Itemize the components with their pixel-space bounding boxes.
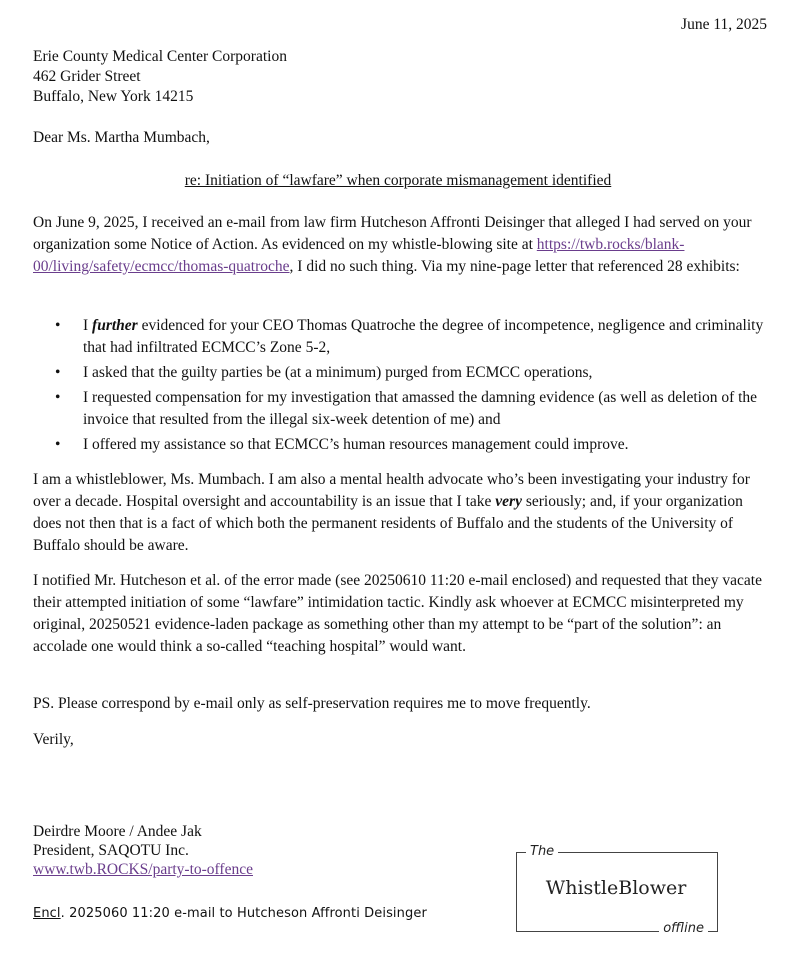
list-item: [33, 362, 773, 384]
list-item: [33, 315, 773, 359]
whistleblower-logo: [510, 843, 722, 939]
list-item: [33, 434, 773, 456]
bullet-icon: •: [55, 389, 61, 406]
bullet-text: I offered my assistance so that ECMCC’s human resources management could improve.: [83, 436, 629, 453]
bullet-text: I asked that the guilty parties be (at a minimum) purged from ECMCC operations,: [83, 364, 593, 381]
bullet-text: evidenced for your CEO Thomas Quatroche the degree of incompetence, negligence and criminality that had infiltrated ECMCC’s Zone 5-2,: [83, 317, 764, 356]
paragraph-1-text-a: On June 9, 2025, I received an e-mail from law firm Hutcheson Affronti Deisinger that alleged I had served on your organization some Notice of Action. As evidenced on my whistle-blowing site at: [33, 214, 752, 253]
signer-title: President, SAQOTU Inc.: [33, 842, 189, 859]
bullet-text: I requested compensation for my investigation that amassed the damning evidence (as well as deletion of the invoice that resulted from the illegal six-week detention of me) and: [83, 389, 758, 428]
letter-date: June 11, 2025: [681, 16, 767, 33]
bullet-icon: •: [55, 364, 61, 381]
postscript: PS. Please correspond by e-mail only as self-preservation requires me to move frequently.: [33, 695, 591, 712]
recipient-address: [33, 47, 287, 107]
recipient-line-1: Erie County Medical Center Corporation: [33, 48, 287, 65]
enclosure-label: Encl: [33, 906, 61, 921]
list-item: [33, 387, 773, 431]
paragraph-2: [33, 469, 773, 557]
salutation: Dear Ms. Martha Mumbach,: [33, 129, 210, 146]
paragraph-1: [33, 212, 773, 278]
signature-block: [33, 822, 253, 879]
re-line: [0, 170, 800, 192]
bullet-icon: •: [55, 317, 61, 334]
paragraph-3: I notified Mr. Hutcheson et al. of the error made (see 20250610 11:20 e-mail enclosed) and requested that they vacate their attempted initiation of some “lawfare” intimidation tactic. Kindly ask whoever at ECMCC misinterpreted my original, 20250521 evidence-laden package as something other than my attempt to be “part of the solution”: an accolade one would think a so-called “teaching hospital” would want.: [33, 572, 762, 655]
bullet-icon: •: [55, 436, 61, 453]
recipient-line-2: 462 Grider Street: [33, 68, 141, 85]
re-line-text: re: Initiation of “lawfare” when corporate mismanagement identified: [184, 172, 612, 189]
bullet-emphasis: further: [92, 317, 138, 334]
paragraph-1-text-b: , I did no such thing. Via my nine-page letter that referenced 28 exhibits:: [289, 258, 740, 275]
party-to-offence-link[interactable]: www.twb.ROCKS/party-to-offence: [33, 861, 253, 878]
closing: Verily,: [33, 731, 74, 748]
logo-title-text: WhistleBlower: [545, 877, 687, 899]
enclosure-text: . 2025060 11:20 e-mail to Hutcheson Affronti Deisinger: [60, 906, 427, 921]
recipient-line-3: Buffalo, New York 14215: [33, 88, 194, 105]
signer-name: Deirdre Moore / Andee Jak: [33, 823, 202, 840]
logo-the-text: The: [526, 843, 558, 861]
enclosure-note: [33, 903, 427, 925]
exhibits-list: [33, 315, 773, 459]
paragraph-2-text-a: I am a whistleblower, Ms. Mumbach. I am also a mental health advocate who’s been investigating your industry for over a decade. Hospital oversight and accountability is an issue that I take: [33, 471, 750, 510]
bullet-prefix: I: [83, 317, 93, 334]
logo-offline-text: offline: [659, 920, 708, 938]
paragraph-2-text-b: seriously; and, if your organization does not then that is a fact of which both the permanent residents of Buffalo and the students of the University of Buffalo should be aware.: [33, 493, 743, 554]
paragraph-2-emphasis: very: [495, 493, 522, 510]
whistleblower-site-link[interactable]: https://twb.rocks/blank-00/living/safety/ecmcc/thomas-quatroche: [33, 236, 685, 275]
